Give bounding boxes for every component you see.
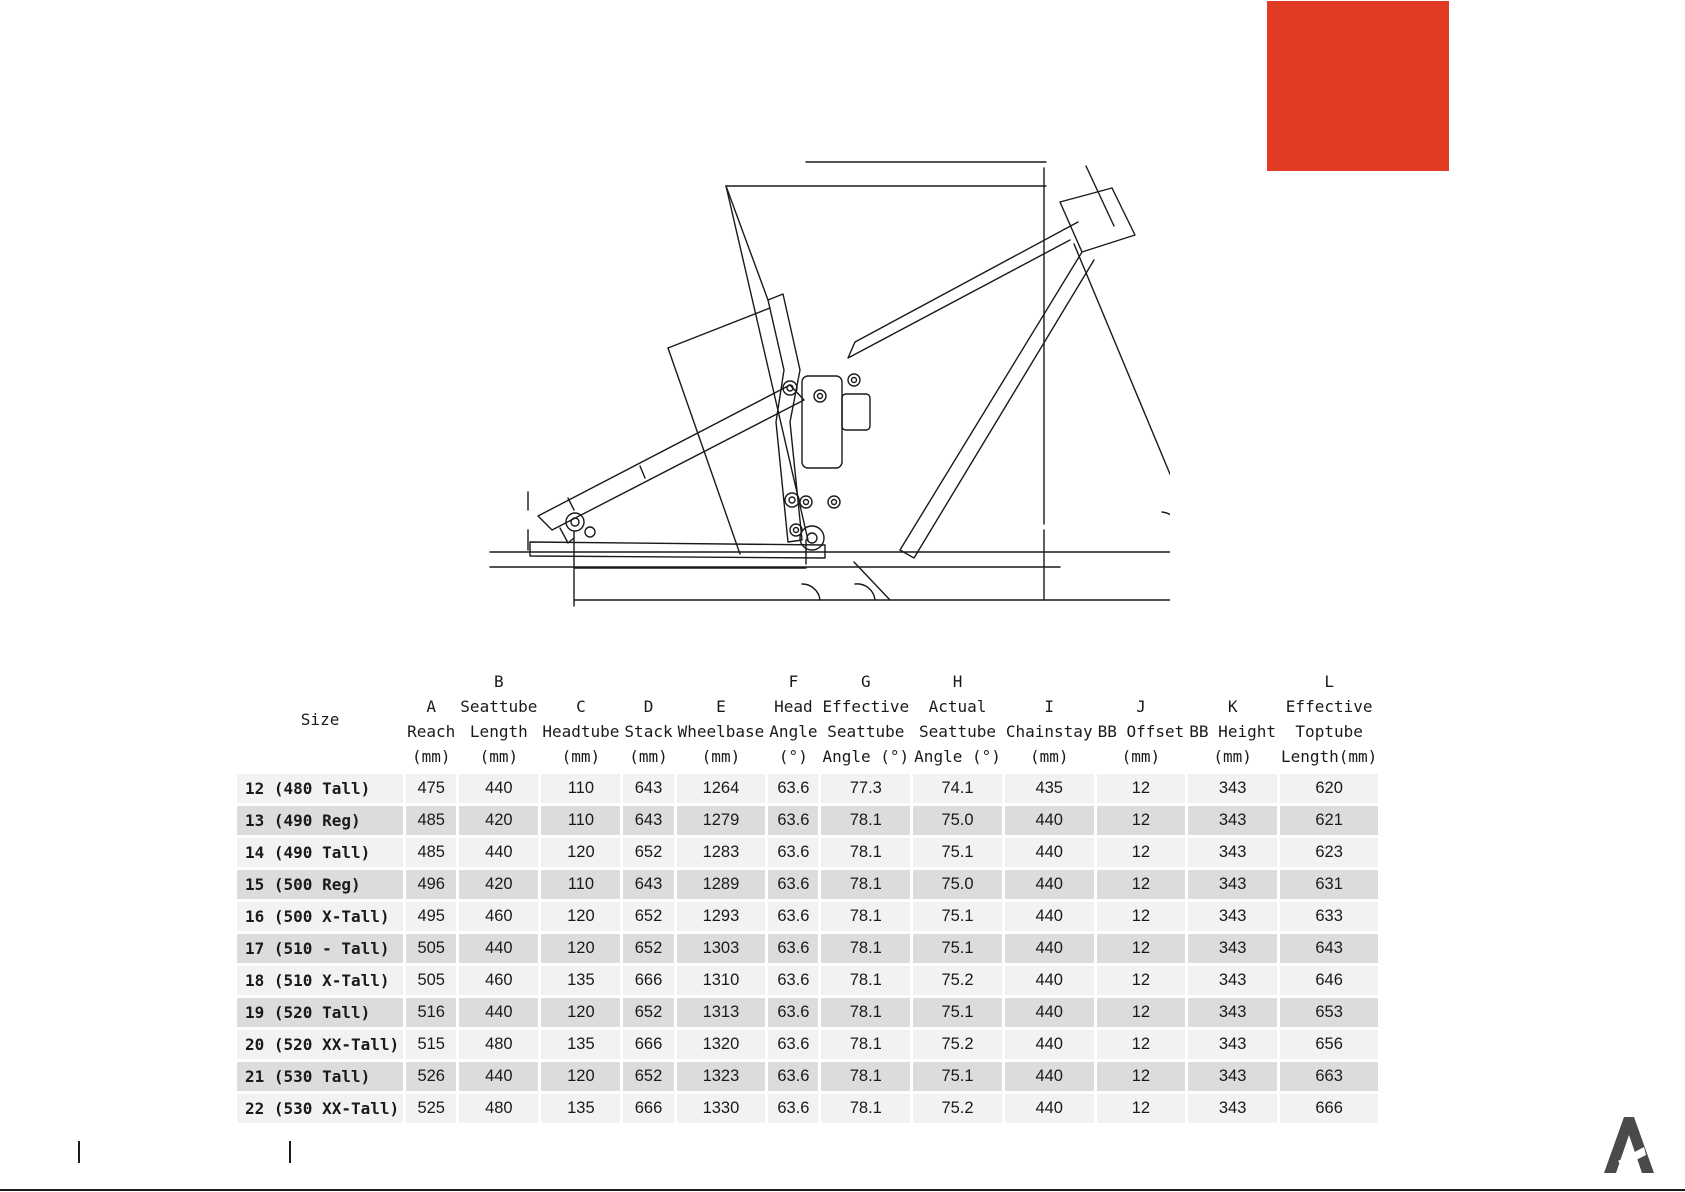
value-cell: 63.6 [768,1030,818,1059]
value-cell: 1310 [677,966,766,995]
value-cell: 343 [1188,1030,1277,1059]
value-cell: 440 [459,998,538,1027]
size-cell: 17 (510 - Tall) [237,934,403,963]
value-cell: 75.1 [913,838,1002,867]
value-cell: 75.1 [913,902,1002,931]
col-wheelbase: E Wheelbase (mm) [677,697,765,766]
value-cell: 621 [1280,806,1378,835]
value-cell: 75.1 [913,934,1002,963]
value-cell: 63.6 [768,806,818,835]
value-cell: 78.1 [821,1094,910,1123]
value-cell: 78.1 [821,934,910,963]
value-cell: 12 [1097,806,1186,835]
table-header-row [237,669,1378,771]
head-angle-arc [1162,512,1170,532]
table-row [237,998,1378,1027]
value-cell: 12 [1097,838,1186,867]
value-cell: 75.1 [913,998,1002,1027]
size-cell: 19 (520 Tall) [237,998,403,1027]
accent-color-block [1267,1,1449,171]
value-cell: 1323 [677,1062,766,1091]
value-cell: 135 [541,1030,620,1059]
page-bottom-rule [0,1189,1685,1191]
col-seattube-length: B Seattube Length (mm) [460,672,538,766]
seat-stay [538,385,804,530]
value-cell: 440 [459,934,538,963]
value-cell: 440 [1005,1094,1094,1123]
value-cell: 12 [1097,870,1186,899]
value-cell: 78.1 [821,1030,910,1059]
col-effective-toptube: L Effective Toptube Length(mm) [1280,672,1378,766]
col-bb-height: K BB Height (mm) [1189,697,1276,766]
table-row [237,902,1378,931]
value-cell: 63.6 [768,870,818,899]
value-cell: 646 [1280,966,1378,995]
seat-tube-ext [726,186,768,300]
value-cell: 1289 [677,870,766,899]
value-cell: 135 [541,1094,620,1123]
value-cell: 440 [459,1062,538,1091]
value-cell: 12 [1097,1094,1186,1123]
value-cell: 652 [623,1062,673,1091]
value-cell: 63.6 [768,774,818,803]
value-cell: 78.1 [821,870,910,899]
size-cell: 13 (490 Reg) [237,806,403,835]
value-cell: 656 [1280,1030,1378,1059]
value-cell: 75.2 [913,966,1002,995]
value-cell: 343 [1188,774,1277,803]
col-effective-seattube-angle: G Effective Seattube Angle (°) [822,672,910,766]
size-cell: 15 (500 Reg) [237,870,403,899]
shock-reservoir [842,394,870,430]
value-cell: 1264 [677,774,766,803]
value-cell: 1313 [677,998,766,1027]
value-cell: 120 [541,998,620,1027]
table-row [237,806,1378,835]
table-row [237,838,1378,867]
value-cell: 620 [1280,774,1378,803]
value-cell: 343 [1188,870,1277,899]
value-cell: 63.6 [768,998,818,1027]
footer-divider [289,1141,291,1163]
value-cell: 440 [459,838,538,867]
value-cell: 526 [406,1062,456,1091]
value-cell: 666 [623,966,673,995]
value-cell: 343 [1188,1062,1277,1091]
value-cell: 1330 [677,1094,766,1123]
value-cell: 633 [1280,902,1378,931]
seattube-angle-line [854,562,890,600]
size-cell: 21 (530 Tall) [237,1062,403,1091]
value-cell: 440 [1005,934,1094,963]
size-cell: 12 (480 Tall) [237,774,403,803]
value-cell: 343 [1188,1094,1277,1123]
value-cell: 343 [1188,806,1277,835]
value-cell: 440 [1005,870,1094,899]
value-cell: 12 [1097,934,1186,963]
size-cell: 16 (500 X-Tall) [237,902,403,931]
value-cell: 78.1 [821,902,910,931]
value-cell: 110 [541,806,620,835]
value-cell: 623 [1280,838,1378,867]
value-cell: 63.6 [768,838,818,867]
value-cell: 1283 [677,838,766,867]
value-cell: 643 [623,774,673,803]
value-cell: 12 [1097,998,1186,1027]
value-cell: 120 [541,934,620,963]
value-cell: 78.1 [821,838,910,867]
footer-divider [78,1141,80,1163]
value-cell: 652 [623,998,673,1027]
value-cell: 480 [459,1030,538,1059]
col-reach: A Reach (mm) [407,697,456,766]
table-row [237,934,1378,963]
table-row [237,774,1378,803]
value-cell: 663 [1280,1062,1378,1091]
value-cell: 515 [406,1030,456,1059]
value-cell: 525 [406,1094,456,1123]
value-cell: 75.0 [913,806,1002,835]
value-cell: 12 [1097,966,1186,995]
value-cell: 78.1 [821,1062,910,1091]
actual-seat-angle-arc [855,584,875,600]
value-cell: 460 [459,902,538,931]
value-cell: 652 [623,902,673,931]
value-cell: 77.3 [821,774,910,803]
head-angle-line [1074,244,1170,510]
seattube-length-dimension [668,348,740,554]
down-tube [900,252,1094,558]
value-cell: 74.1 [913,774,1002,803]
size-cell: 22 (530 XX-Tall) [237,1094,403,1123]
value-cell: 643 [623,806,673,835]
col-actual-seattube-angle: H Actual Seattube Angle (°) [914,672,1001,766]
seat-angle-line [726,186,808,540]
bottom-bracket [800,526,824,550]
col-bb-offset: J BB Offset (mm) [1097,697,1185,766]
value-cell: 120 [541,902,620,931]
value-cell: 440 [1005,806,1094,835]
value-cell: 666 [623,1094,673,1123]
value-cell: 653 [1280,998,1378,1027]
value-cell: 75.1 [913,1062,1002,1091]
value-cell: 75.2 [913,1094,1002,1123]
value-cell: 435 [1005,774,1094,803]
value-cell: 666 [1280,1094,1378,1123]
head-tube [1060,188,1135,252]
col-chainstay: I Chainstay (mm) [1005,697,1093,766]
value-cell: 343 [1188,998,1277,1027]
brand-logo-icon [1604,1117,1654,1173]
value-cell: 460 [459,966,538,995]
value-cell: 1320 [677,1030,766,1059]
value-cell: 78.1 [821,998,910,1027]
seat-angle-arc [802,584,820,600]
value-cell: 63.6 [768,934,818,963]
value-cell: 643 [1280,934,1378,963]
value-cell: 440 [1005,1062,1094,1091]
value-cell: 343 [1188,934,1277,963]
size-cell: 18 (510 X-Tall) [237,966,403,995]
table-row [237,1030,1378,1059]
value-cell: 135 [541,966,620,995]
col-headtube: C Headtube (mm) [542,697,620,766]
value-cell: 505 [406,934,456,963]
size-cell: 14 (490 Tall) [237,838,403,867]
value-cell: 666 [623,1030,673,1059]
value-cell: 631 [1280,870,1378,899]
value-cell: 78.1 [821,806,910,835]
value-cell: 485 [406,838,456,867]
value-cell: 475 [406,774,456,803]
col-stack: D Stack (mm) [624,697,673,766]
value-cell: 1279 [677,806,766,835]
value-cell: 440 [1005,966,1094,995]
table-row [237,1094,1378,1123]
value-cell: 75.2 [913,1030,1002,1059]
value-cell: 12 [1097,774,1186,803]
value-cell: 75.0 [913,870,1002,899]
value-cell: 440 [459,774,538,803]
value-cell: 440 [1005,998,1094,1027]
value-cell: 63.6 [768,902,818,931]
value-cell: 1293 [677,902,766,931]
col-size: Size [300,709,340,729]
table-body [237,774,1378,1123]
value-cell: 652 [623,838,673,867]
value-cell: 343 [1188,902,1277,931]
value-cell: 420 [459,870,538,899]
value-cell: 12 [1097,902,1186,931]
value-cell: 440 [1005,838,1094,867]
value-cell: 516 [406,998,456,1027]
table-row [237,1062,1378,1091]
value-cell: 495 [406,902,456,931]
value-cell: 505 [406,966,456,995]
geometry-table [234,666,1381,1126]
value-cell: 343 [1188,966,1277,995]
value-cell: 63.6 [768,1062,818,1091]
value-cell: 63.6 [768,1094,818,1123]
value-cell: 485 [406,806,456,835]
value-cell: 496 [406,870,456,899]
value-cell: 440 [1005,1030,1094,1059]
size-cell: 20 (520 XX-Tall) [237,1030,403,1059]
value-cell: 63.6 [768,966,818,995]
table-row [237,870,1378,899]
value-cell: 12 [1097,1030,1186,1059]
table-row [237,966,1378,995]
frame-geometry-diagram [470,160,1170,660]
value-cell: 12 [1097,1062,1186,1091]
col-head-angle: F Head Angle (°) [769,672,818,766]
value-cell: 120 [541,838,620,867]
value-cell: 110 [541,774,620,803]
value-cell: 110 [541,870,620,899]
headtube-dimension [1086,166,1114,226]
value-cell: 1303 [677,934,766,963]
value-cell: 343 [1188,838,1277,867]
value-cell: 120 [541,1062,620,1091]
value-cell: 440 [1005,902,1094,931]
value-cell: 420 [459,806,538,835]
value-cell: 652 [623,934,673,963]
value-cell: 480 [459,1094,538,1123]
value-cell: 78.1 [821,966,910,995]
value-cell: 643 [623,870,673,899]
